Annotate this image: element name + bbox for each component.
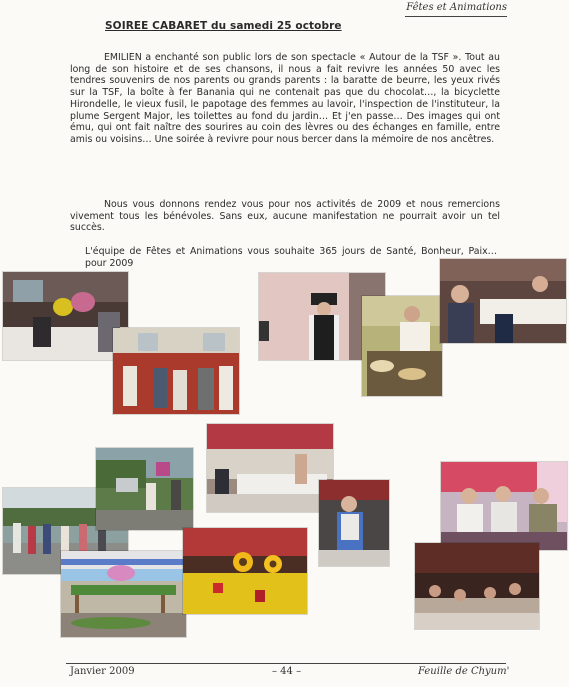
header-section-title: Fêtes et Animations xyxy=(406,2,507,13)
photo-buffet-servers xyxy=(362,296,442,396)
article-paragraph-1: EMILIEN a enchanté son public lors de son spectacle « Autour de la TSF ». Tout au long de son histoire et de ses chansons, il nous a fait revivre les années 50 avec les tendres souvenirs de nos parents ou grands parents : la baratte de beurre, les yeux rivés sur la TSF, la boîte à fer Banania qui ne contenait pas que du chocolat…, la bicyclette Hirondelle, le vieux fusil, le papotage des femmes au lavoir, l'inspection de l'instituteur, la plume Sergent Major, les toilettes au fond du jardin… Et j'en passe… Des images qui ont ému, qui ont fait naître des sourires au coin des lèvres ou des échanges en famille, entre amis ou voisins… Une soirée à revivre pour nous bercer dans la mémoire de nos ancêtres. xyxy=(70,52,500,145)
photo-seated-men xyxy=(441,462,567,550)
footer-publication-name: Feuille de Chyum' xyxy=(418,666,510,677)
article-paragraph-2: Nous vous donnons rendez vous pour nos activités de 2009 et nous remercions vivement tous les bénévoles. Sans eux, aucune manifestation ne pourrait avoir un tel succès. xyxy=(70,199,500,234)
photo-flower-stand xyxy=(61,551,186,637)
article-title: SOIREE CABARET du samedi 25 octobre xyxy=(105,20,342,32)
photo-dancing-hall xyxy=(113,328,239,414)
photo-buffet-counter xyxy=(207,424,333,512)
header-rule xyxy=(405,16,507,17)
article-paragraph-3: L'équipe de Fêtes et Animations vous souhaite 365 jours de Santé, Bonheur, Paix… pour 2009 xyxy=(85,246,497,269)
footer-rule xyxy=(66,663,506,664)
photo-village-street xyxy=(96,448,193,530)
photo-lady-apron xyxy=(319,480,389,566)
photo-cabaret-dancers xyxy=(3,272,128,360)
photo-sunflower-table xyxy=(183,528,307,614)
footer-page-number: – 44 – xyxy=(272,666,302,677)
footer-date: Janvier 2009 xyxy=(70,666,135,677)
photo-dark-dining-room xyxy=(415,543,539,629)
photo-dinner-guests xyxy=(440,259,566,343)
